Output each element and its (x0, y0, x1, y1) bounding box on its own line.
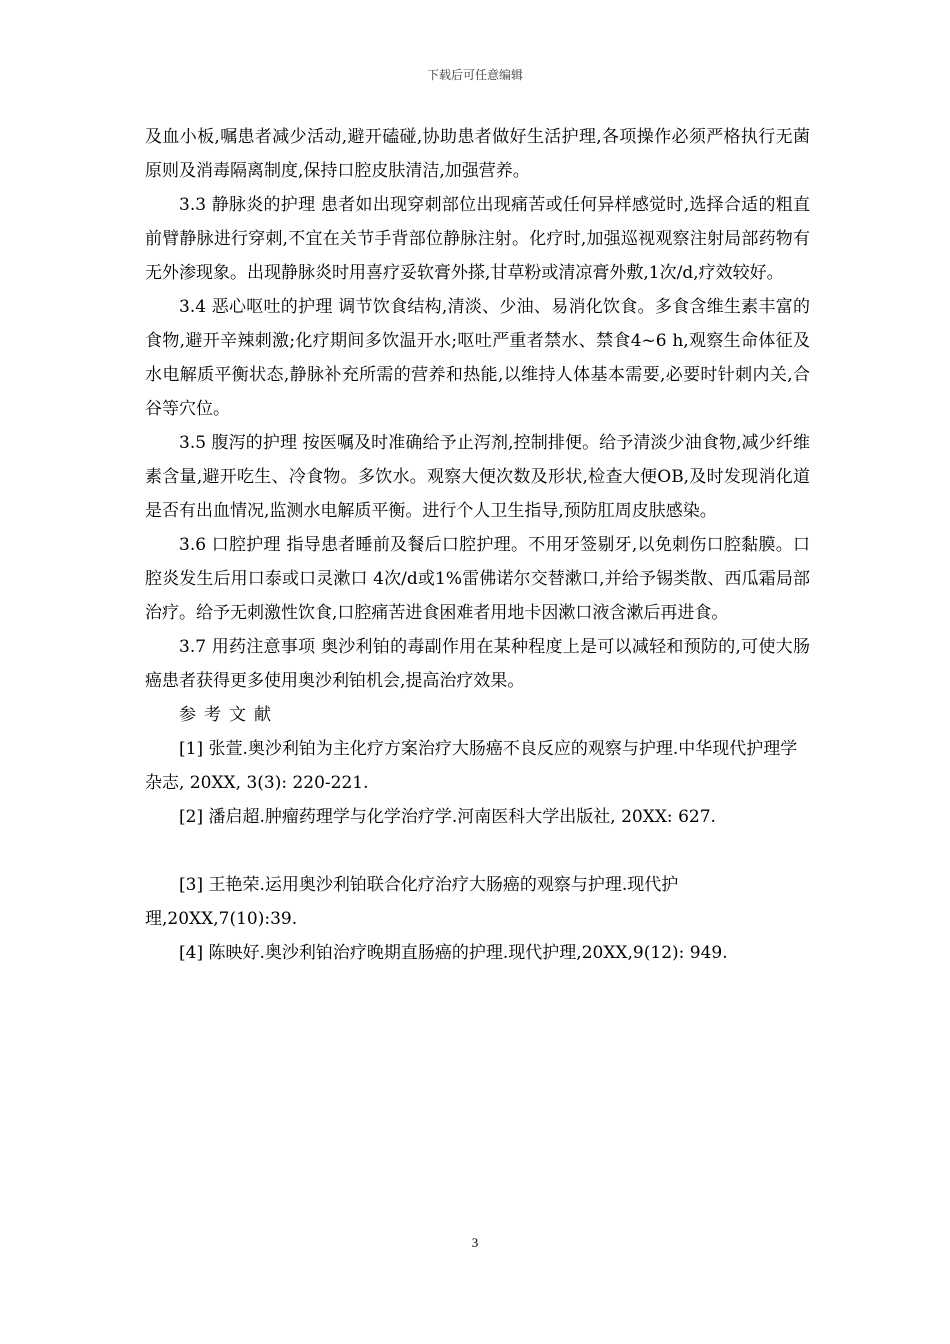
document-body (145, 120, 810, 970)
reference-item: [2] 潘启超.肿瘤药理学与化学治疗学.河南医科大学出版社, 20XX: 627. (179, 807, 716, 827)
page-header: 下载后可任意编辑 (426, 68, 523, 82)
paragraph-continuation: 及血小板,嘱患者减少活动,避开磕碰,协助患者做好生活护理,各项操作必须严格执行无菌原则及消毒隔离制度,保持口腔皮肤清洁,加强营养。 (145, 127, 810, 181)
paragraph-nausea-vomiting-care: 3.4 恶心呕吐的护理 调节饮食结构,清淡、少油、易消化饮食。多食含维生素丰富的食物,避开辛辣刺激;化疗期间多饮温开水;呕吐严重者禁水、禁食4~6 h,观察生命体征及水电解质平衡状态,静脉补充所需的营养和热能,以维持人体基本需要,必要时针刺内关,合谷等穴位。 (145, 297, 810, 419)
paragraph-phlebitis-care: 3.3 静脉炎的护理 患者如出现穿刺部位出现痛苦或任何异样感觉时,选择合适的粗直前臂静脉进行穿刺,不宜在关节手背部位静脉注射。化疗时,加强巡视观察注射局部药物有无外渗现象。出现静脉炎时用喜疗妥软膏外搽,甘草粉或清凉膏外敷,1次/d,疗效较好。 (145, 195, 810, 283)
reference-item: [4] 陈映好.奥沙利铂治疗晚期直肠癌的护理.现代护理,20XX,9(12): 949. (179, 943, 728, 963)
reference-item: [3] 王艳荣.运用奥沙利铂联合化疗治疗大肠癌的观察与护理.现代护理,20XX,7(10):39. (145, 875, 679, 929)
paragraph-oral-care: 3.6 口腔护理 指导患者睡前及餐后口腔护理。不用牙签剔牙,以免刺伤口腔黏膜。口腔炎发生后用口泰或口灵漱口 4次/d或1%雷佛诺尔交替漱口,并给予锡类散、西瓜霜局部治疗。给予无刺激性饮食,口腔痛苦进食困难者用地卡因漱口液含漱后再进食。 (145, 535, 810, 623)
page-number: 3 (471, 1235, 479, 1250)
reference-item: [1] 张萱.奥沙利铂为主化疗方案治疗大肠癌不良反应的观察与护理.中华现代护理学杂志, 20XX, 3(3): 220-221. (145, 739, 798, 793)
references-title: 参考文献 (179, 705, 279, 725)
paragraph-diarrhea-care: 3.5 腹泻的护理 按医嘱及时准确给予止泻剂,控制排便。给予清淡少油食物,减少纤维素含量,避开吃生、冷食物。多饮水。观察大便次数及形状,检查大便OB,及时发现消化道是否有出血情况,监测水电解质平衡。进行个人卫生指导,预防肛周皮肤感染。 (145, 433, 810, 521)
paragraph-medication-notes: 3.7 用药注意事项 奥沙利铂的毒副作用在某种程度上是可以减轻和预防的,可使大肠癌患者获得更多使用奥沙利铂机会,提高治疗效果。 (145, 637, 810, 691)
